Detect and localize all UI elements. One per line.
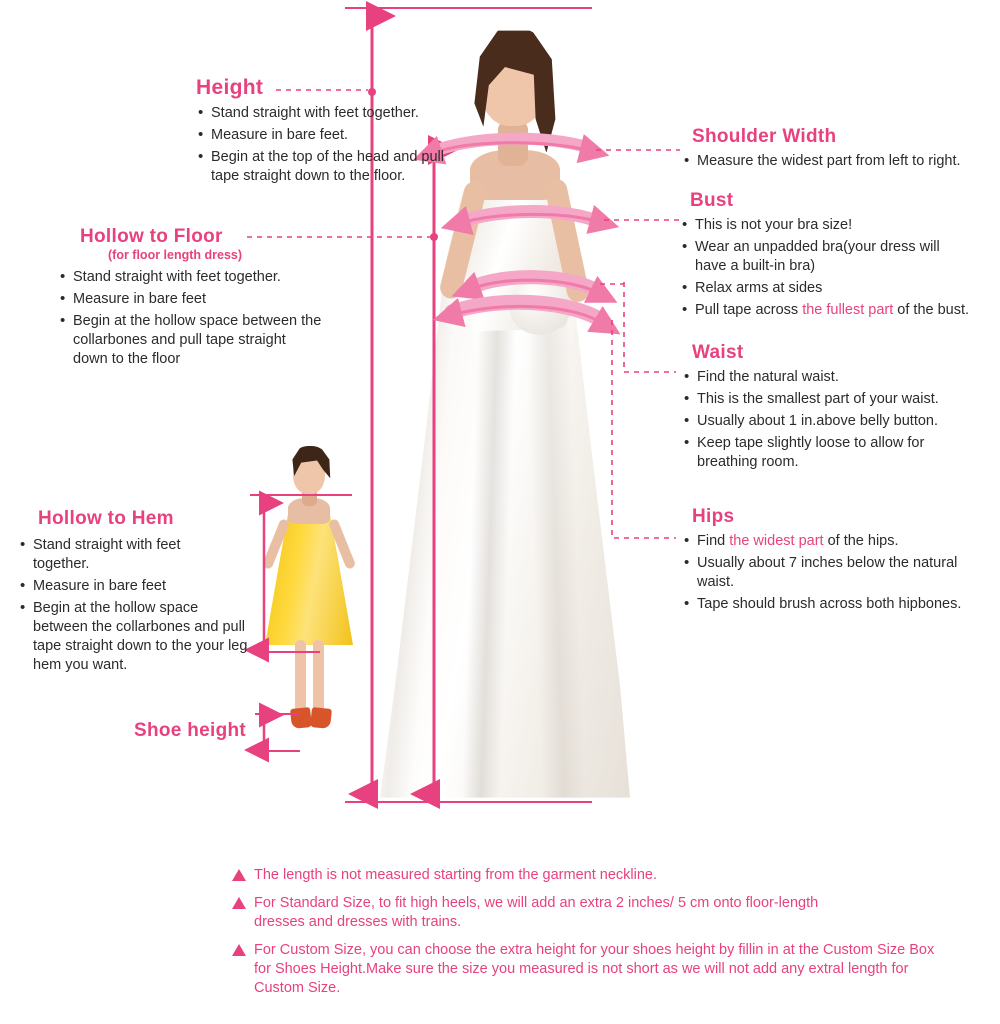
list-item: • Relax arms at sides [680,279,1000,298]
list-item: • Tape should brush across both hipbones. [682,595,992,614]
height-heading: Height [196,76,264,99]
bust-heading: Bust [690,190,734,211]
waist-section [692,342,992,475]
height-section [196,76,526,189]
footer-note [232,894,852,932]
bust-emphasis: the fullest part [802,302,894,318]
list-item: • Begin at the hollow space between the collarbones and pull tape straight down to the floor [58,312,323,369]
warning-triangle-icon [232,944,246,956]
list-item: • Measure in bare feet [18,577,258,596]
list-item: • Usually about 7 inches below the natural waist. [682,554,972,592]
footer-note-text: For Custom Size, you can choose the extra height for your shoes height by fillin in at the Custom Size Box for Shoes Height.Make sure the size you measured is not short as we will not add any extral length for Custom Size. [254,942,935,996]
hollow-to-hem-heading: Hollow to Hem [38,508,174,529]
list-item-hips-widest [682,532,992,551]
short-model-right-shoe [310,707,332,729]
list-item: • This is the smallest part of your waist. [682,390,992,409]
list-item: • Stand straight with feet together. [18,536,203,574]
hips-post: of the hips. [823,533,899,549]
short-model-right-leg [313,640,324,712]
bust-bullets [680,216,1000,320]
list-item: • This is not your bra size! [680,216,1000,235]
list-item: • Measure in bare feet [58,290,380,309]
bust-pre: Pull tape across [695,302,803,318]
hips-bullets [682,532,992,614]
shoulder-width-section [692,126,992,174]
list-item: • Measure the widest part from left to right. [682,152,992,171]
hollow-to-floor-subheading: (for floor length dress) [108,248,243,262]
footer-note-text: The length is not measured starting from the garment neckline. [254,867,657,883]
waist-heading: Waist [692,342,744,363]
list-item: • Usually about 1 in.above belly button. [682,412,992,431]
short-model-left-leg [295,640,306,712]
list-item: • Begin at the hollow space between the collarbones and pull tape straight down to the your leg hem you want. [18,599,248,675]
list-item: • Keep tape slightly loose to allow for breathing room. [682,434,954,472]
hips-heading: Hips [692,506,735,527]
waist-bullets [682,368,992,472]
model-short-dress-illustration [255,440,365,760]
warning-triangle-icon [232,897,246,909]
footer-note [232,866,972,885]
shoulder-width-bullets [682,152,992,171]
hollow-to-floor-bullets [58,268,380,369]
shoulder-width-heading: Shoulder Width [692,126,837,147]
footer-notes [232,866,972,1007]
list-item: • Find the natural waist. [682,368,992,387]
hollow-to-floor-section [60,226,380,372]
footer-note-text: For Standard Size, to fit high heels, we will add an extra 2 inches/ 5 cm onto floor-length dresses and dresses with trains. [254,895,819,930]
hollow-to-hem-section [18,508,258,678]
list-item: • Stand straight with feet together. [58,268,380,287]
list-item: • Measure in bare feet. [196,126,526,145]
warning-triangle-icon [232,869,246,881]
hips-section [692,506,992,617]
hips-emphasis: the widest part [729,533,824,549]
hollow-to-hem-bullets [18,536,258,675]
shoe-height-section [134,720,246,742]
list-item: • Wear an unpadded bra(your dress will have a built-in bra) [680,238,965,276]
list-item-bust-fullest [680,301,1000,320]
list-item: • Stand straight with feet together. [196,104,526,123]
list-item: • Begin at the top of the head and pull tape straight down to the floor. [196,148,456,186]
hips-pre: Find [697,533,730,549]
footer-note [232,941,944,998]
bust-section [690,190,1000,323]
shoe-height-heading: Shoe height [134,720,247,741]
hollow-to-floor-heading: Hollow to Floor [80,226,223,247]
short-model-left-shoe [290,707,312,729]
height-bullets [196,104,526,186]
bust-post: of the bust. [893,302,970,318]
